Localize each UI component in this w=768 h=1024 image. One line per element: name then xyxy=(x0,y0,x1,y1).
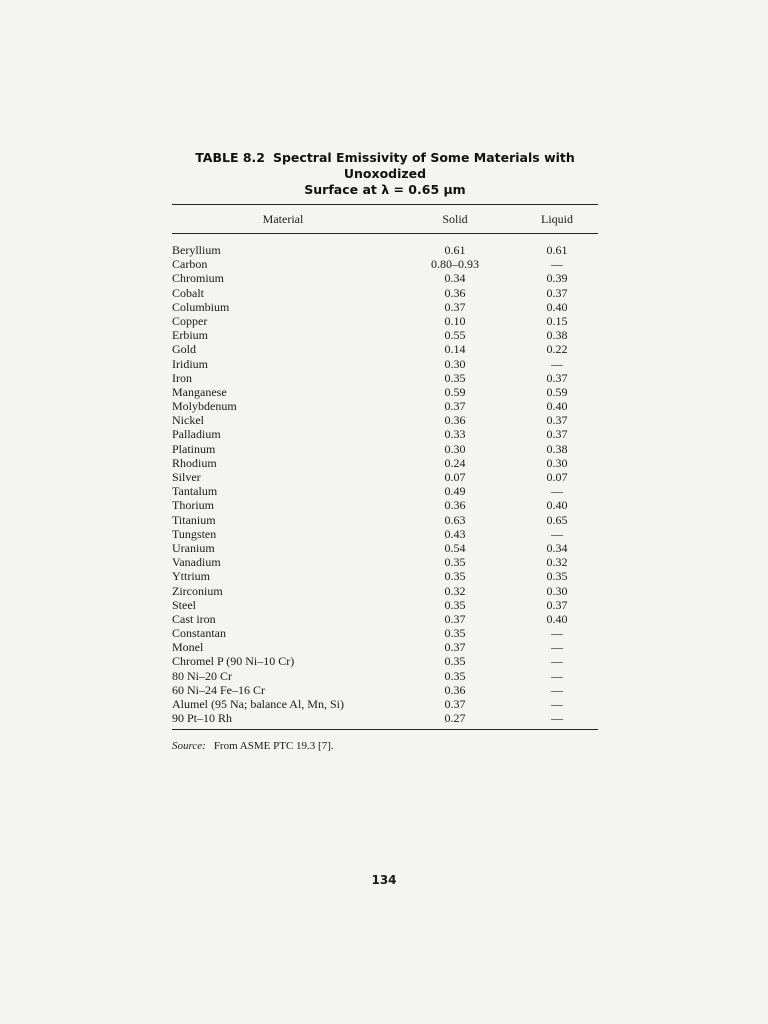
table-row xyxy=(172,584,598,598)
table-row xyxy=(172,612,598,626)
cell-liquid: 0.40 xyxy=(546,498,568,513)
cell-solid: 0.24 xyxy=(444,455,466,470)
table-row xyxy=(172,683,598,697)
cell-material: Yttrium xyxy=(172,569,210,584)
cell-solid: 0.32 xyxy=(444,583,466,598)
cell-liquid: — xyxy=(551,654,563,669)
cell-solid: 0.35 xyxy=(444,555,466,570)
cell-liquid: 0.38 xyxy=(546,441,568,456)
cell-liquid: 0.59 xyxy=(546,384,568,399)
cell-solid: 0.36 xyxy=(444,285,466,300)
table-row xyxy=(172,371,598,385)
cell-material: Steel xyxy=(172,597,196,612)
header-rule xyxy=(172,233,598,234)
cell-liquid: — xyxy=(551,711,563,726)
cell-solid: 0.36 xyxy=(444,682,466,697)
table-row xyxy=(172,314,598,328)
cell-liquid: — xyxy=(551,257,563,272)
cell-liquid: 0.37 xyxy=(546,370,568,385)
cell-material: Cast iron xyxy=(172,611,216,626)
table-row xyxy=(172,456,598,470)
cell-solid: 0.55 xyxy=(444,328,466,343)
cell-solid: 0.37 xyxy=(444,611,466,626)
cell-liquid: 0.38 xyxy=(546,328,568,343)
cell-solid: 0.35 xyxy=(444,569,466,584)
cell-liquid: 0.32 xyxy=(546,555,568,570)
table-row xyxy=(172,640,598,654)
cell-material: Silver xyxy=(172,470,201,484)
cell-material: Iridium xyxy=(172,356,208,371)
cell-solid: 0.63 xyxy=(444,512,466,527)
cell-material: Thorium xyxy=(172,498,214,513)
cell-solid: 0.43 xyxy=(444,526,466,541)
cell-liquid: — xyxy=(551,697,563,711)
cell-solid: 0.30 xyxy=(444,356,466,371)
cell-solid: 0.33 xyxy=(444,427,466,442)
table-row xyxy=(172,711,598,725)
cell-liquid: 0.61 xyxy=(546,243,568,257)
cell-liquid: — xyxy=(551,626,563,641)
table-row xyxy=(172,243,598,257)
cell-liquid: 0.35 xyxy=(546,569,568,584)
cell-solid: 0.34 xyxy=(444,271,466,286)
cell-material: Columbium xyxy=(172,299,230,314)
cell-solid: 0.37 xyxy=(444,299,466,314)
cell-material: Gold xyxy=(172,342,196,357)
cell-solid: 0.37 xyxy=(444,399,466,414)
cell-material: Uranium xyxy=(172,540,215,555)
table-source-note xyxy=(172,740,598,752)
cell-solid: 0.54 xyxy=(444,540,466,555)
table-row xyxy=(172,697,598,711)
cell-solid: 0.37 xyxy=(444,640,466,655)
cell-material: Monel xyxy=(172,640,204,655)
table-row xyxy=(172,513,598,527)
table-row xyxy=(172,342,598,356)
table-row xyxy=(172,328,598,342)
header-liquid: Liquid xyxy=(541,212,573,226)
cell-solid: 0.35 xyxy=(444,668,466,683)
cell-solid: 0.36 xyxy=(444,498,466,513)
cell-material: Titanium xyxy=(172,512,216,527)
cell-material: Manganese xyxy=(172,384,227,399)
cell-liquid: 0.37 xyxy=(546,597,568,612)
table-row xyxy=(172,527,598,541)
cell-material: Palladium xyxy=(172,427,221,442)
table-row xyxy=(172,484,598,498)
cell-solid: 0.10 xyxy=(444,313,466,328)
table-title-line-2: Surface at λ = 0.65 μm xyxy=(304,182,466,197)
cell-liquid: 0.30 xyxy=(546,455,568,470)
table-row xyxy=(172,257,598,271)
table-header-row xyxy=(172,212,598,227)
table-row xyxy=(172,442,598,456)
cell-liquid: 0.15 xyxy=(546,313,568,328)
cell-material: 80 Ni–20 Cr xyxy=(172,668,232,683)
cell-liquid: — xyxy=(551,668,563,683)
cell-material: Zirconium xyxy=(172,583,223,598)
cell-solid: 0.35 xyxy=(444,654,466,669)
cell-solid: 0.14 xyxy=(444,342,466,357)
table-row xyxy=(172,498,598,512)
table-row xyxy=(172,271,598,285)
cell-solid: 0.35 xyxy=(444,370,466,385)
cell-liquid: 0.34 xyxy=(546,540,568,555)
cell-material: Chromium xyxy=(172,271,225,286)
cell-material: Tantalum xyxy=(172,484,218,499)
caption-line-1 xyxy=(172,150,598,182)
table-row xyxy=(172,598,598,612)
cell-material: Constantan xyxy=(172,626,226,641)
table-row xyxy=(172,357,598,371)
cell-liquid: 0.07 xyxy=(546,470,568,484)
header-solid: Solid xyxy=(442,212,468,226)
cell-liquid: — xyxy=(551,682,563,697)
table-caption xyxy=(172,150,598,198)
cell-solid: 0.35 xyxy=(444,597,466,612)
cell-solid: 0.30 xyxy=(444,441,466,456)
cell-solid: 0.37 xyxy=(444,697,466,711)
cell-material: Beryllium xyxy=(172,243,221,257)
cell-liquid: — xyxy=(551,640,563,655)
cell-material: Molybdenum xyxy=(172,399,237,414)
table-row xyxy=(172,541,598,555)
cell-liquid: 0.40 xyxy=(546,399,568,414)
cell-solid: 0.27 xyxy=(444,711,466,726)
cell-liquid: — xyxy=(551,526,563,541)
cell-liquid: 0.37 xyxy=(546,413,568,428)
table-row xyxy=(172,569,598,583)
page-number: 134 xyxy=(371,873,397,887)
cell-solid: 0.49 xyxy=(444,484,466,499)
cell-liquid: 0.37 xyxy=(546,285,568,300)
cell-material: Chromel P (90 Ni–10 Cr) xyxy=(172,654,295,669)
cell-liquid: 0.37 xyxy=(546,427,568,442)
table-row xyxy=(172,413,598,427)
bottom-rule xyxy=(172,729,598,730)
cell-material: 60 Ni–24 Fe–16 Cr xyxy=(172,682,265,697)
cell-solid: 0.80–0.93 xyxy=(431,257,479,272)
source-text: From ASME PTC 19.3 [7]. xyxy=(213,740,334,753)
table-row xyxy=(172,427,598,441)
cell-liquid: 0.22 xyxy=(546,342,568,357)
cell-material: Nickel xyxy=(172,413,204,428)
cell-material: Tungsten xyxy=(172,526,217,541)
header-material: Material xyxy=(262,212,304,226)
cell-liquid: 0.40 xyxy=(546,611,568,626)
table-row xyxy=(172,286,598,300)
cell-solid: 0.59 xyxy=(444,384,466,399)
cell-material: Iron xyxy=(172,370,192,385)
emissivity-table xyxy=(172,150,598,752)
cell-material: Copper xyxy=(172,313,208,328)
cell-liquid: — xyxy=(551,356,563,371)
table-number: TABLE 8.2 xyxy=(195,150,265,165)
table-row xyxy=(172,470,598,484)
cell-liquid: — xyxy=(551,484,563,499)
cell-solid: 0.07 xyxy=(444,470,466,484)
source-label: Source: xyxy=(172,740,206,753)
cell-material: Platinum xyxy=(172,441,216,456)
cell-liquid: 0.39 xyxy=(546,271,568,286)
cell-solid: 0.35 xyxy=(444,626,466,641)
top-rule xyxy=(172,204,598,205)
table-title-line-1: Spectral Emissivity of Some Materials with Unoxodized xyxy=(272,150,575,181)
table-row xyxy=(172,399,598,413)
cell-liquid: 0.40 xyxy=(546,299,568,314)
table-row xyxy=(172,626,598,640)
table-row xyxy=(172,385,598,399)
cell-liquid: 0.65 xyxy=(546,512,568,527)
table-row xyxy=(172,555,598,569)
cell-solid: 0.36 xyxy=(444,413,466,428)
table-body xyxy=(172,243,598,725)
cell-material: Rhodium xyxy=(172,455,217,470)
cell-material: Cobalt xyxy=(172,285,204,300)
cell-material: Vanadium xyxy=(172,555,221,570)
cell-solid: 0.61 xyxy=(444,243,466,257)
table-row xyxy=(172,300,598,314)
table-row xyxy=(172,654,598,668)
table-row xyxy=(172,669,598,683)
cell-liquid: 0.30 xyxy=(546,583,568,598)
cell-material: Carbon xyxy=(172,257,208,272)
cell-material: Erbium xyxy=(172,328,208,343)
cell-material: Alumel (95 Na; balance Al, Mn, Si) xyxy=(172,697,344,711)
cell-material: 90 Pt–10 Rh xyxy=(172,711,233,726)
